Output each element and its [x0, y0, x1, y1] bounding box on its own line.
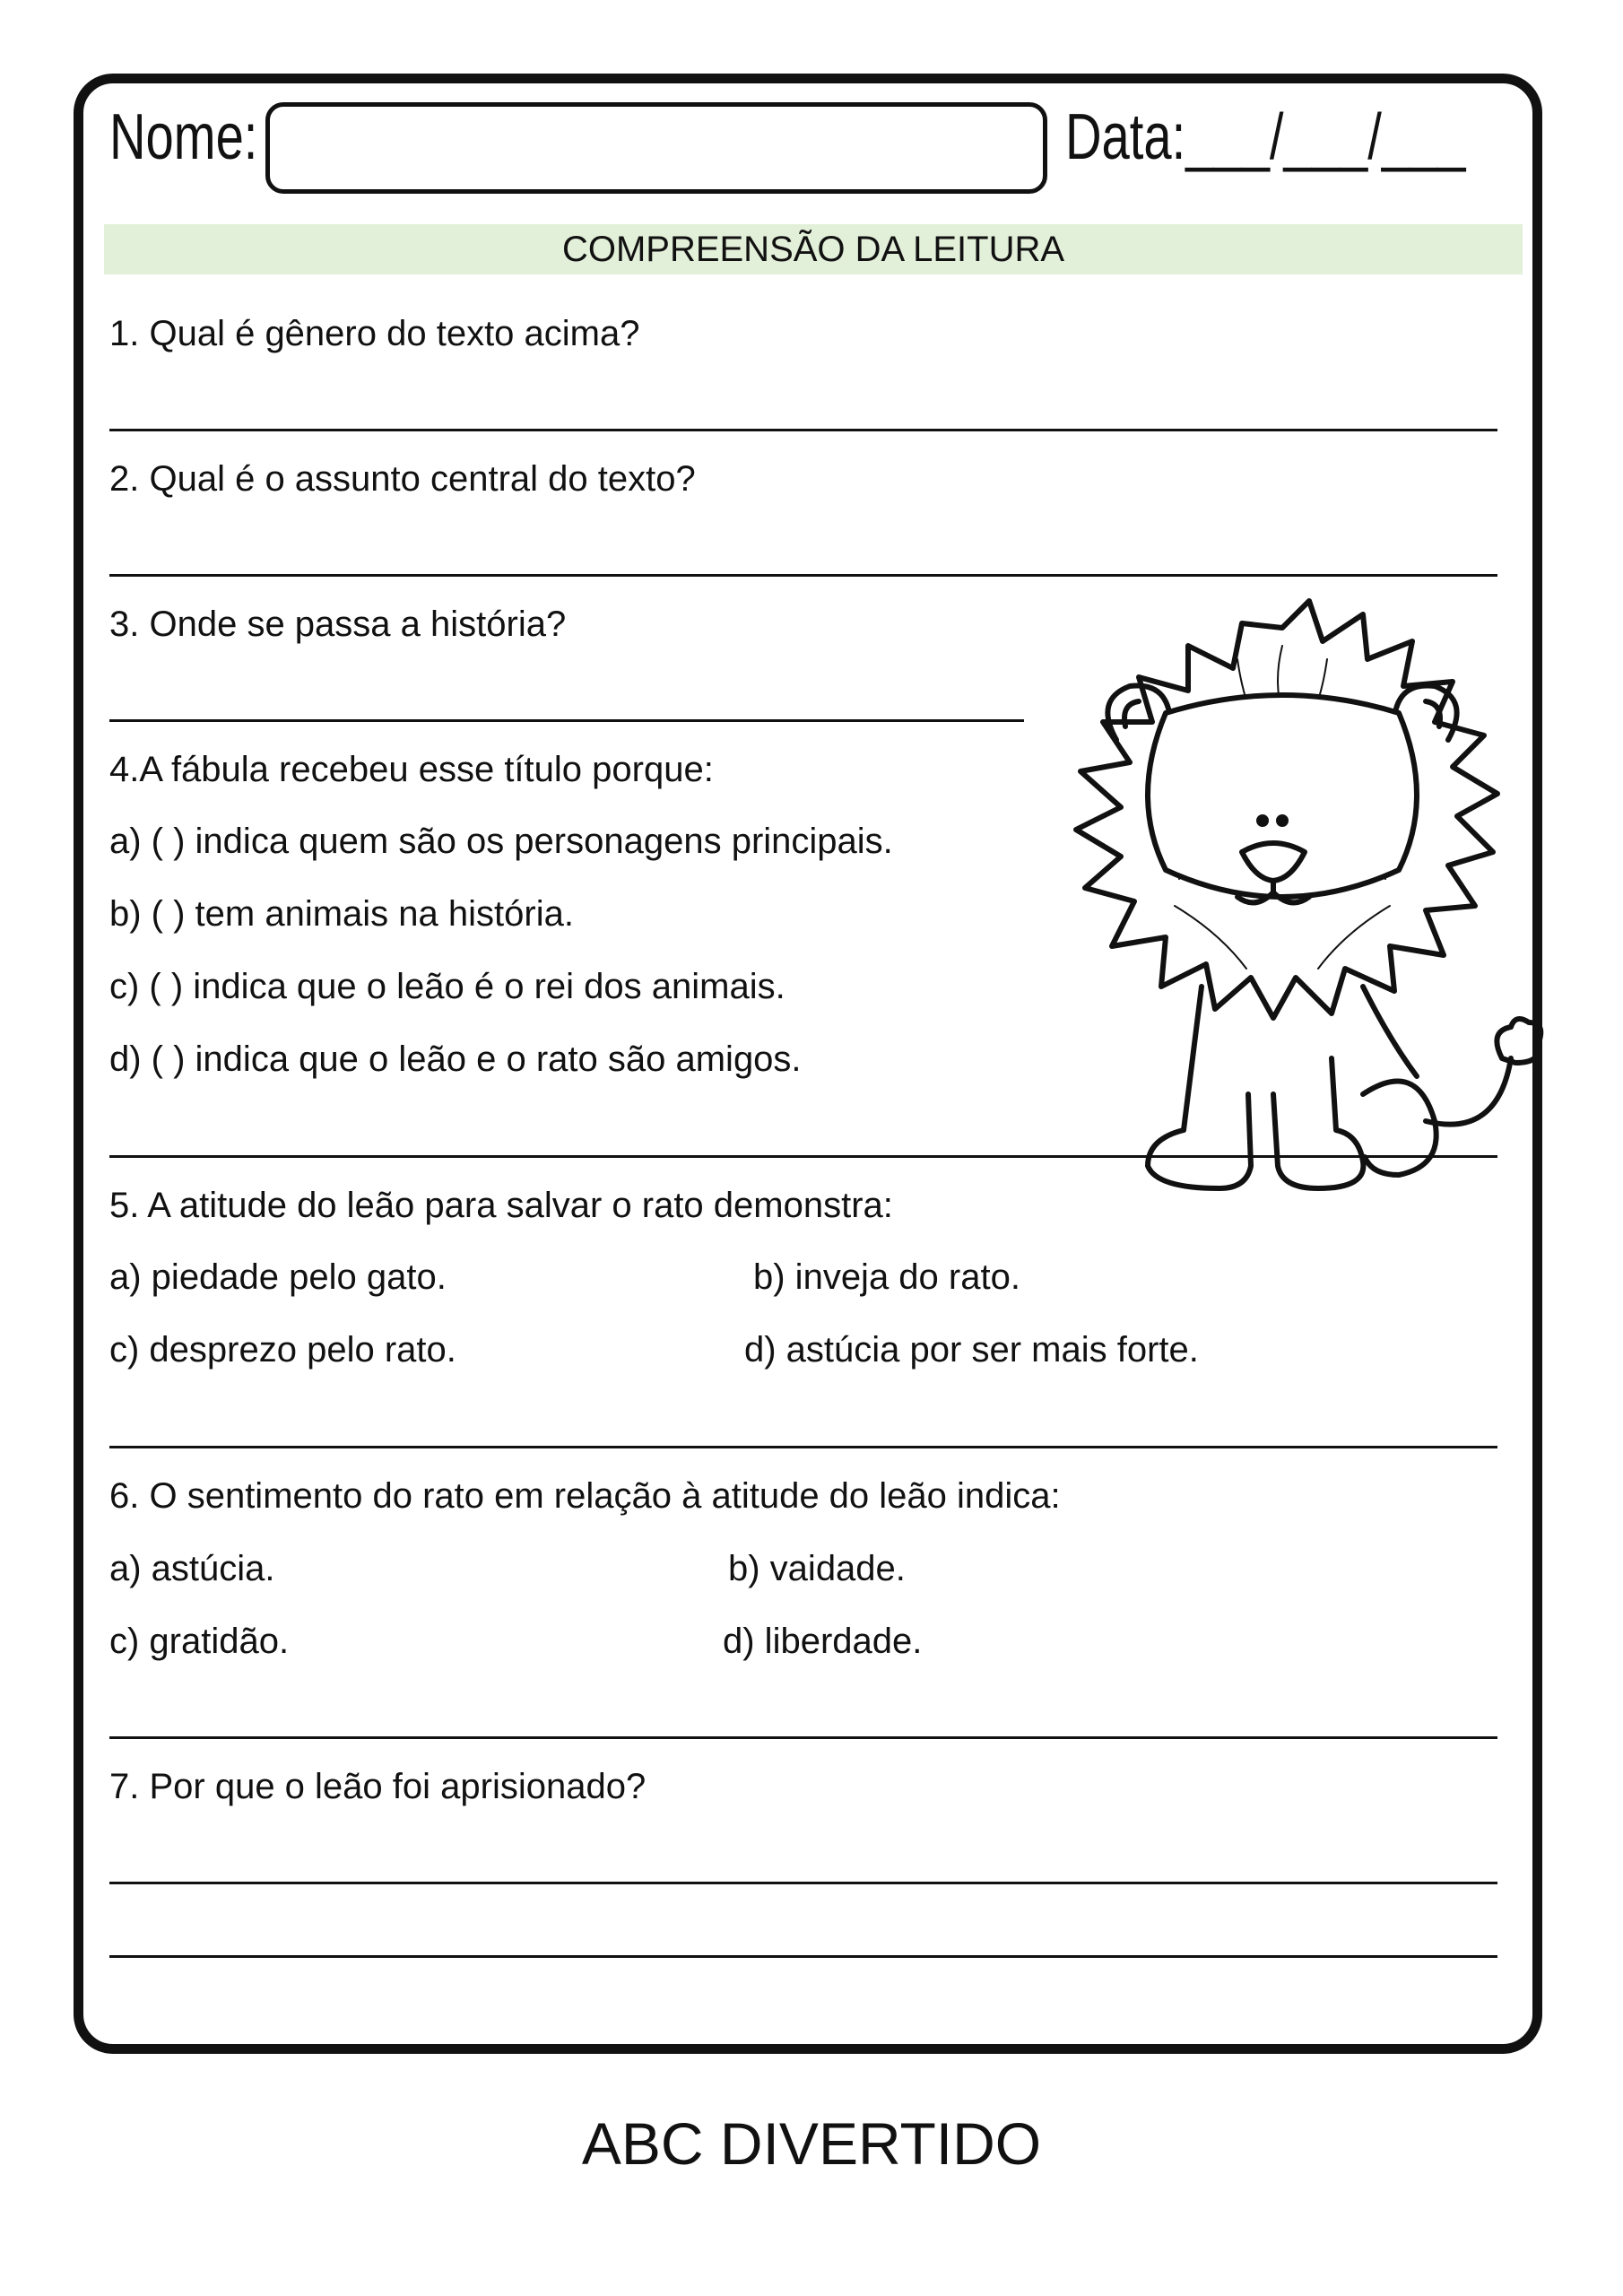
question-5: 5. A atitude do leão para salvar o rato demonstra: — [109, 1186, 893, 1225]
answer-line[interactable] — [109, 1446, 1497, 1448]
question-3: 3. Onde se passa a história? — [109, 604, 567, 644]
question-4: 4.A fábula recebeu esse título porque: — [109, 750, 714, 789]
question-2: 2. Qual é o assunto central do texto? — [109, 459, 696, 499]
answer-line[interactable] — [109, 1955, 1497, 1958]
question-1: 1. Qual é gênero do texto acima? — [109, 314, 640, 353]
option-4d[interactable]: d) ( ) indica que o leão e o rato são amigos. — [109, 1039, 802, 1079]
option-4a[interactable]: a) ( ) indica quem são os personagens principais. — [109, 822, 893, 861]
option-6d[interactable]: d) liberdade. — [723, 1622, 923, 1661]
option-4c[interactable]: c) ( ) indica que o leão é o rei dos animais. — [109, 967, 785, 1006]
answer-line[interactable] — [109, 1882, 1497, 1884]
option-6a[interactable]: a) astúcia. — [109, 1549, 275, 1588]
question-7: 7. Por que o leão foi aprisionado? — [109, 1767, 647, 1806]
option-4b[interactable]: b) ( ) tem animais na história. — [109, 894, 574, 934]
option-6c[interactable]: c) gratidão. — [109, 1622, 290, 1661]
option-5d[interactable]: d) astúcia por ser mais forte. — [744, 1330, 1199, 1370]
date-label: Data:___/___/___ — [1065, 101, 1466, 173]
footer-brand: ABC DIVERTIDO — [581, 2110, 1042, 2177]
question-6: 6. O sentimento do rato em relação à atitude do leão indica: — [109, 1476, 1061, 1516]
option-6b[interactable]: b) vaidade. — [728, 1549, 906, 1588]
option-5c[interactable]: c) desprezo pelo rato. — [109, 1330, 456, 1370]
answer-line[interactable] — [109, 429, 1497, 431]
answer-line[interactable] — [109, 574, 1497, 577]
name-input-box[interactable] — [265, 102, 1047, 194]
option-5a[interactable]: a) piedade pelo gato. — [109, 1257, 447, 1297]
answer-line[interactable] — [109, 1736, 1497, 1739]
section-banner: COMPREENSÃO DA LEITURA — [104, 224, 1523, 274]
name-label: Nome: — [109, 101, 258, 173]
answer-line[interactable] — [109, 719, 1024, 722]
lion-cartoon-icon — [1013, 592, 1551, 1202]
option-5b[interactable]: b) inveja do rato. — [753, 1257, 1020, 1297]
